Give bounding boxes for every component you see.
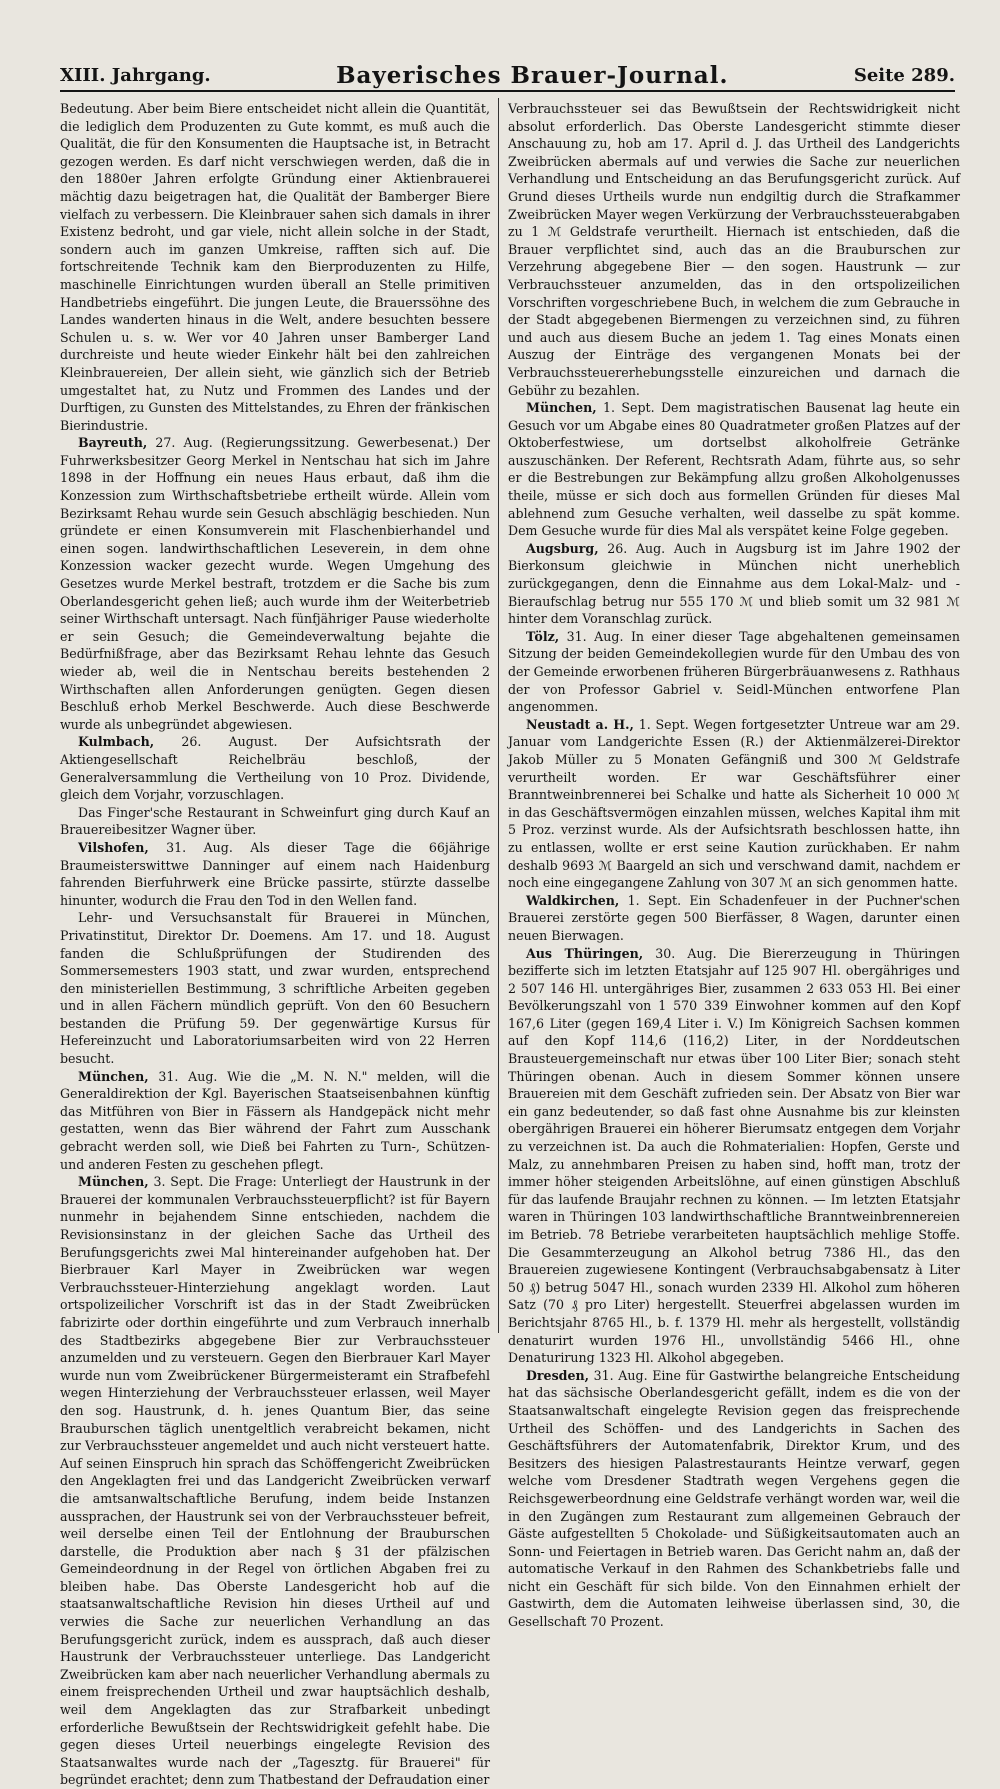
dateline-place: Tölz, xyxy=(526,628,560,644)
article-paragraph xyxy=(60,839,490,909)
article-text: 1. Sept. Ein Schadenfeuer in der Puchner'schen Brauerei zerstörte gegen 500 Bierfässer, 8 Wagen, darunter einen neuen Bierwagen. xyxy=(508,892,960,943)
article-paragraph xyxy=(60,733,490,803)
dateline-place: Kulmbach, xyxy=(78,734,155,750)
dateline-place: Augsburg, xyxy=(526,540,599,556)
dateline-place: Vilshofen, xyxy=(78,839,149,855)
article-text: 26. Aug. Auch in Augsburg ist im Jahre 1902 der Bierkonsum gleichwie in München nicht unerheblich zurückgegangen, denn die Einnahme aus dem Lokal-Malz- und -Bieraufschlag betrug nur 555 170 ℳ und blieb somit um 32 981 ℳ hinter dem Voranschlag zurück. xyxy=(508,540,960,627)
article-paragraph: Verbrauchssteuer sei das Bewußtsein der Rechtswidrigkeit nicht absolut erforderlich. Das Oberste Landesgericht stimmte dieser Anschauung zu, hob am 17. April d. J. das Urtheil des Landgerichts Zweibrücken abermals auf und verwies die Sache zur neuerlichen Verhandlung und Entscheidung an das Berufungsgericht zurück. Auf Grund dieses Urtheils wurde nun endgiltig durch die Strafkammer Zweibrücken Mayer wegen Verkürzung der Verbrauchssteuerabgaben zu 1 ℳ Geldstrafe verurtheilt. Hiernach ist entschieden, daß die Brauer verpflichtet sind, auch das an die Brauburschen zur Verzehrung abgegebene Bier — den sogen. Haustrunk — zur Verbrauchssteuer anzumelden, das in den ortspolizeilichen Vorschriften vorgeschriebene Buch, in welchem die zum Gebrauche in der Stadt abgegebenen Biermengen zu verzeichnen sind, zu führen und auch aus diesem Buche an jedem 1. Tag eines Monats einen Auszug der Einträge des vergangenen Monats bei der Verbrauchssteuererhebungsstelle einzureichen und darnach die Gebühr zu bezahlen. xyxy=(508,101,960,398)
dateline-place: München, xyxy=(78,1068,149,1084)
article-paragraph: Bedeutung. Aber beim Biere entscheidet nicht allein die Quantität, die lediglich dem Produzenten zu Gute kommt, es muß auch die Qualität, die für den Konsumenten die Hauptsache ist, in Betracht gezogen werden. Es darf nicht verschwiegen werden, daß die in den 1880er Jahren erfolgte Gründung einer Aktienbrauerei mächtig dazu beigetragen hat, die Qualität der Bamberger Biere vielfach zu verbessern. Die Kleinbrauer sahen sich damals in ihrer Existenz bedroht, und gar viele, nicht allein solche in der Stadt, sondern auch im ganzen Umkreise, rafften sich auf. Die fortschreitende Technik kam den Bierproduzenten zu Hilfe, maschinelle Einrichtungen wurden überall an Stelle primitiven Handbetriebs eingeführt. Die jungen Leute, die Brauerssöhne des Landes wanderten hinaus in die Welt, andere besuchten bessere Schulen u. s. w. Wer vor 40 Jahren unser Bamberger Land durchreiste und heute wieder Einkehr hält bei den zahlreichen Kleinbrauereien, Der allein sieht, wie gänzlich sich der Betrieb umgestaltet hat, zu Nutz und Frommen des Landes und der Durftigen, zu Gunsten des Mittelstandes, zu Ehren der fränkischen Bierindustrie. xyxy=(60,101,490,433)
article-text: 26. August. Der Aufsichtsrath der Aktiengesellschaft Reichelbräu beschloß, der Generalversammlung die Vertheilung von 10 Proz. Dividende, gleich dem Vorjahr, vorzuschlagen. xyxy=(60,734,490,803)
article-text: 31. Aug. Eine für Gastwirthe belangreiche Entscheidung hat das sächsische Oberlandesgericht gefällt, indem es die von der Staatsanwaltschaft eingelegte Revision gegen das freisprechende Urtheil des Schöffen- und des Landgerichts in Sachen des Geschäftsführers der Automatenfabrik, Direktor Krum, und des Besitzers des hiesigen Palastrestaurants Heintze verwarf, gegen welche vom Dresdener Stadtrath wegen Vergehens gegen die Reichsgewerbeordnung eine Geldstrafe verhängt worden war, weil die in den Zugängen zum Restaurant zum allgemeinen Gebrauch der Gäste aufgestellten 5 Chokolade- und Süßigkeitsautomaten auch an Sonn- und Feiertagen in Betrieb waren. Das Gericht nahm an, daß der automatische Verkauf in den Rahmen des Schankbetriebs falle und nicht ein Geschäft für sich bilde. Von den Einnahmen erhielt der Gastwirth, dem die Automaten leihweise überlassen sind, 30, die Gesellschaft 70 Prozent. xyxy=(508,1367,960,1630)
article-paragraph xyxy=(508,1367,960,1631)
article-paragraph xyxy=(508,628,960,716)
article-paragraph xyxy=(508,945,960,1367)
article-text: 1. Sept. Dem magistratischen Bausenat lag heute ein Gesuch vor um Abgabe eines 80 Quadratmeter großen Platzes auf der Oktoberfestwiese, um dortselbst alkoholfreie Getränke auszuschänken. Der Referent, Rechtsrath Adam, führte aus, so sehr er die Bestrebungen zur Bekämpfung allzu großen Alkoholgenusses theile, müsse er sich doch aus formellen Gründen für dieses Mal ablehnend zum Gesuche verhalten, weil dasselbe zu spät komme. Dem Gesuche wurde für dies Mal als verspätet keine Folge gegeben. xyxy=(508,400,960,539)
dateline-place: Neustadt a. H., xyxy=(526,716,634,732)
left-column xyxy=(60,100,490,1788)
article-paragraph xyxy=(508,399,960,540)
article-text: 1. Sept. Wegen fortgesetzter Untreue war am 29. Januar vom Landgerichte Essen (R.) der Aktienmälzerei-Direktor Jakob Müller zu 5 Monaten Gefängniß und 300 ℳ Geldstrafe verurtheilt worden. Er war Geschäftsführer einer Branntweinbrennerei bei Schalke und hatte als Sicherheit 10 000 ℳ in das Geschäftsvermögen einzahlen müssen, welches Kapital ihm mit 5 Proz. verzinst wurde. Als der Aufsichtsrath beschlossen hatte, ihn zu entlassen, wollte er erst seine Kaution zurückhaben. Er nahm deshalb 9693 ℳ Baargeld an sich und verschwand damit, nachdem er noch eine eingegangene Zahlung von 307 ℳ an sich genommen hatte. xyxy=(508,716,960,891)
article-paragraph xyxy=(508,716,960,892)
dateline-place: München, xyxy=(78,1174,149,1190)
article-text: 31. Aug. In einer dieser Tage abgehaltenen gemeinsamen Sitzung der beiden Gemeindekollegien wurde für den Umbau des von der Gemeinde erworbenen früheren Bürgerbräuanwesens z. Rathhaus der von Professor Gabriel v. Seidl-München entworfene Plan angenommen. xyxy=(508,628,960,715)
page-number: Seite 289. xyxy=(853,64,955,86)
dateline-place: München, xyxy=(526,400,597,416)
article-paragraph xyxy=(508,540,960,628)
volume-label: XIII. Jahrgang. xyxy=(60,64,211,86)
dateline-place: Aus Thüringen, xyxy=(526,945,644,961)
article-text: 31. Aug. Als dieser Tage die 66jährige Braumeisterswittwe Danninger auf einem nach Haidenburg fahrenden Bierfuhrwerk eine Brücke passirte, stürzte dasselbe hinunter, wodurch die Frau den Tod in den Wellen fand. xyxy=(60,839,490,908)
right-column xyxy=(508,100,960,1630)
article-paragraph xyxy=(60,434,490,733)
article-paragraph: Das Finger'sche Restaurant in Schweinfurt ging durch Kauf an Brauereibesitzer Wagner über. xyxy=(60,804,490,838)
article-paragraph xyxy=(508,892,960,945)
column-divider xyxy=(498,98,499,1333)
dateline-place: Bayreuth, xyxy=(78,435,148,451)
article-text: 3. Sept. Die Frage: Unterliegt der Haustrunk in der Brauerei der kommunalen Verbrauchssteuerpflicht? ist für Bayern nunmehr in bejahendem Sinne entschieden, nachdem die Revisionsinstanz in der gleichen Sache das Urtheil des Berufungsgerichts zwei Mal hintereinander aufgehoben hat. Der Bierbrauer Karl Mayer in Zweibrücken war wegen Verbrauchssteuer-Hinterziehung angeklagt worden. Laut ortspolizeilicher Vorschrift ist das in der Stadt Zweibrücken fabrizirte oder dorthin eingeführte und zum Verbrauch innerhalb des Stadtbezirks abgegebene Bier zur Verbrauchssteuer anzumelden und zu versteuern. Gegen den Bierbrauer Karl Mayer wurde nun vom Zweibrückener Bürgermeisteramt ein Strafbefehl wegen Hinterziehung der Verbrauchssteuer erlassen, weil Mayer den sog. Haustrunk, d. h. jenes Quantum Bier, das seine Brauburschen täglich unentgeltlich verabreicht bekamen, nicht zur Verbrauchssteuer angemeldet und auch nicht versteuert hatte. Auf seinen Einspruch hin sprach das Schöffengericht Zweibrücken den Angeklagten frei und das Landgericht Zweibrücken verwarf die amtsanwaltschaftliche Berufung, indem beide Instanzen aussprachen, der Haustrunk sei von der Verbrauchssteuer befreit, weil derselbe einen Teil der Entlohnung der Brauburschen darstelle, die Produktion aber nach § 31 der pfälzischen Gemeindeordnung in der Regel von örtlichen Abgaben frei zu bleiben habe. Das Oberste Landesgericht hob auf die staatsanwaltschaftliche Revision hin dieses Urtheil auf und verwies die Sache zur neuerlichen Verhandlung an das Berufungsgericht zurück, indem es aussprach, daß auch dieser Haustrunk der Verbrauchssteuer unterliege. Das Landgericht Zweibrücken kam aber nach neuerlicher Verhandlung abermals zu einem freisprechenden Urtheil und zwar hauptsächlich deshalb, weil dem Angeklagten das zur Strafbarkeit unbedingt erforderliche Bewußtsein der Rechtswidrigkeit gefehlt habe. Die gegen dieses Urteil neuerbings eingelegte Revision des Staatsanwaltes wurde nach der „Tagesztg. für Brauerei" für begründet erachtet; denn zum Thatbestand der Defraudation einer xyxy=(60,1174,490,1788)
article-paragraph: Lehr- und Versuchsanstalt für Brauerei in München, Privatinstitut, Direktor Dr. Doemens. Am 17. und 18. August fanden die Schlußprüfungen der Studirenden des Sommersemesters 1903 statt, und zwar wurden, entsprechend den ministeriellen Bestimmung, 3 schriftliche Arbeiten gegeben und in allen Fächern mündlich geprüft. Von den 60 Besuchern bestanden die Prüfung 59. Der gegenwärtige Kursus für Hefereinzucht und Laboratoriumsarbeiten wird von 22 Herren besucht. xyxy=(60,910,490,1067)
page-header xyxy=(60,60,955,92)
article-text: 27. Aug. (Regierungssitzung. Gewerbesenat.) Der Fuhrwerksbesitzer Georg Merkel in Nentschau hat sich im Jahre 1898 in der Hoffnung ein neues Haus erbaut, daß ihm die Konzession zum Wirthschaftsbetriebe ertheilt würde. Allein vom Bezirksamt Rehau wurde sein Gesuch abschlägig beschieden. Nun gründete er einen Konsumverein mit Flaschenbierhandel und einen sogen. landwirthschaftlichen Leseverein, in dem ohne Konzession wacker gezecht wurde. Wegen Umgehung des Gesetzes wurde Merkel bestraft, trotzdem er die Sache bis zum Oberlandesgericht gehen ließ; auch wurde ihm der Weiterbetrieb seiner Wirthschaft untersagt. Nach fünfjähriger Pause wiederholte er sein Gesuch; die Gemeindeverwaltung bejahte die Bedürfnißfrage, aber das Bezirksamt Rehau lehnte das Gesuch wieder ab, weil die in Nentschau bereits bestehenden 2 Wirthschaften allen Anforderungen genügten. Gegen diesen Beschluß erhob Merkel Beschwerde. Auch diese Beschwerde wurde als unbegründet abgewiesen. xyxy=(60,435,490,732)
article-paragraph xyxy=(60,1068,490,1174)
dateline-place: Waldkirchen, xyxy=(526,892,620,908)
article-text: 31. Aug. Wie die „M. N. N." melden, will die Generaldirektion der Kgl. Bayerischen Staatseisenbahnen künftig das Mitführen von Bier in Fässern als Handgepäck nicht mehr gestatten, wenn das Bier während der Fahrt zum Ausschank gebracht werden soll, wie Dieß bei Fahrten zu Turn-, Schützen- und anderen Festen zu geschehen pflegt. xyxy=(60,1068,490,1172)
article-paragraph xyxy=(60,1173,490,1789)
dateline-place: Dresden, xyxy=(526,1367,590,1383)
journal-title: Bayerisches Brauer-Journal. xyxy=(336,61,729,89)
article-text: 30. Aug. Die Biererzeugung in Thüringen bezifferte sich im letzten Etatsjahr auf 125 907 Hl. obergähriges und 2 507 146 Hl. untergähriges Bier, zusammen 2 633 053 Hl. Bei einer Bevölkerungszahl von 1 570 339 Einwohner kommen auf den Kopf 167,6 Liter (gegen 169,4 Liter i. V.) Im Königreich Sachsen kommen auf den Kopf 114,6 (116,2) Liter, in der Norddeutschen Brausteuergemeinschaft nur etwas über 100 Liter Bier; sonach steht Thüringen obenan. Auch in diesem Sommer können unsere Brauereien mit dem Geschäft zufrieden sein. Der Absatz von Bier war ein ganz bedeutender, so daß fast ohne Ausnahme bis zur kleinsten obergährigen Brauerei ein höherer Bierumsatz entgegen dem Vorjahr zu verzeichnen ist. Da auch die Rohmaterialien: Hopfen, Gerste und Malz, zu annehmbaren Preisen zu haben sind, hofft man, trotz der immer höher steigenden Arbeitslöhne, auf einen günstigen Abschluß für das laufende Braujahr rechnen zu können. — Im letzten Etatsjahr waren in Thüringen 103 landwirthschaftliche Branntweinbrennereien im Betrieb. 78 Betriebe verarbeiteten hauptsächlich mehlige Stoffe. Die Gesammterzeugung an Alkohol betrug 7386 Hl., das den Brauereien zugewiesene Kontingent (Verbrauchsabgabensatz à Liter 50 ₰) betrug 5047 Hl., sonach wurden 2339 Hl. Alkohol zum höheren Satz (70 ₰ pro Liter) hergestellt. Steuerfrei abgelassen wurden im Berichtsjahr 8765 Hl., b. f. 1379 Hl. mehr als hergestellt, vollständig denaturirt wurden 1976 Hl., unvollständig 5466 Hl., ohne Denaturirung 1323 Hl. Alkohol abgegeben. xyxy=(508,945,960,1366)
